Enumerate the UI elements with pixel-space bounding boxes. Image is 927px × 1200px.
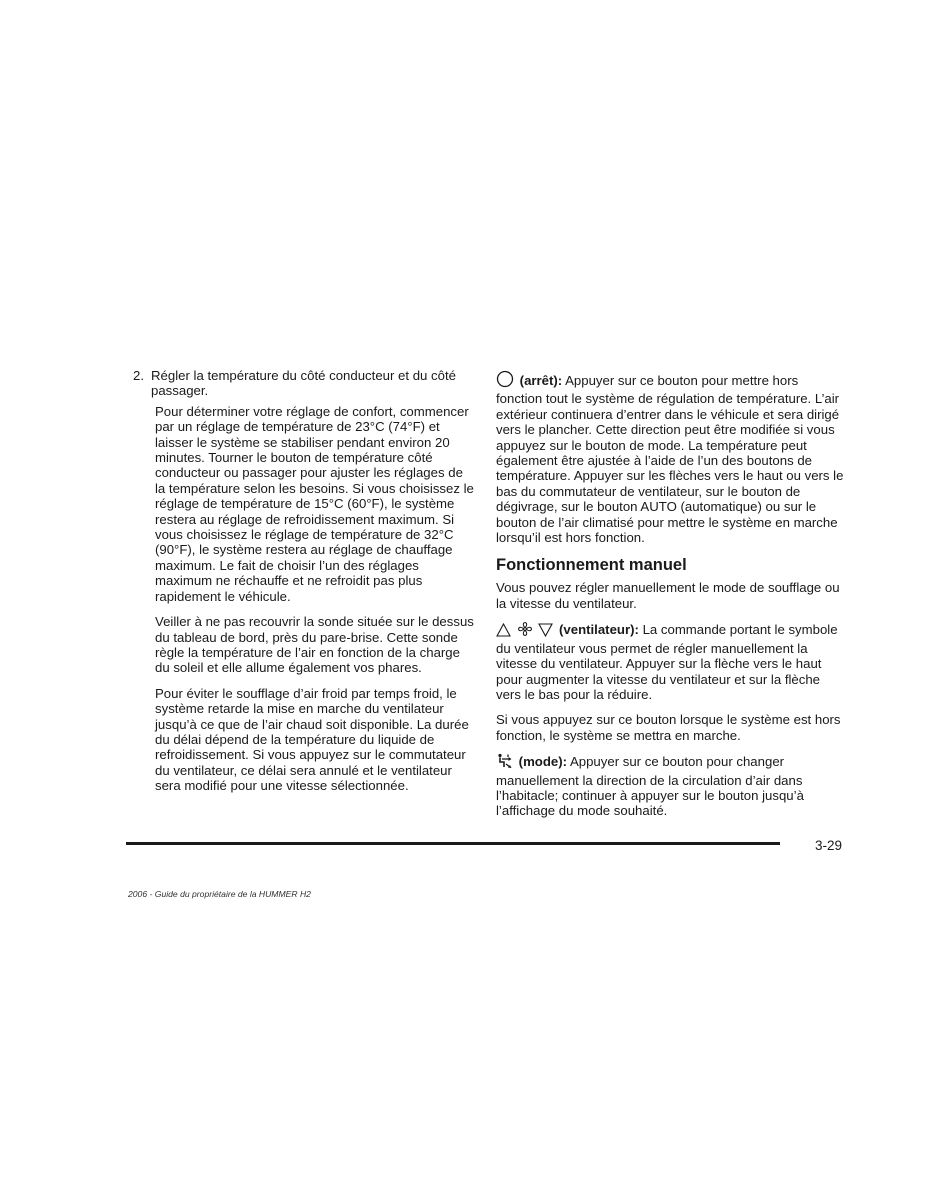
fan-label: (ventilateur): [559, 622, 639, 638]
fan-text: La commande portant le symbole du ventilateur vous permet de régler manuellement la vitesse du ventilateur. Appuyer sur la flèche vers le haut pour augmenter la vitesse du ventilateur et sur la flèche vers le bas pour la réduire. [496, 622, 838, 702]
off-label: (arrêt): [519, 373, 563, 388]
fan-paragraph [496, 621, 846, 702]
cold-air-delay-paragraph: Pour éviter le soufflage d’air froid par temps froid, le système retarde la mise en marche du ventilateur jusqu’à ce que de l’air chaud soit disponible. La durée du délai dépend de la température du liquide de refroidissement. Si vous appuyez sur le commutateur du ventilateur, ce délai sera annulé et le ventilateur sera modifié pour une vitesse sélectionnée. [155, 685, 469, 794]
manual-intro-paragraph: Vous pouvez régler manuellement le mode de soufflage ou la vitesse du ventilateur. [496, 580, 840, 611]
off-button-paragraph [496, 370, 846, 545]
section-heading: Fonctionnement manuel [496, 556, 687, 575]
mode-paragraph [496, 753, 846, 819]
fan-icon [517, 621, 533, 640]
page-number: 3-29 [815, 838, 843, 853]
left-column [133, 368, 475, 794]
fan-up-triangle-icon [496, 623, 511, 640]
mode-airflow-icon [496, 753, 513, 772]
fan-note-paragraph: Si vous appuyez sur ce bouton lorsque le système est hors fonction, le système se mettra en marche. [496, 712, 841, 743]
off-text: Appuyer sur ce bouton pour mettre hors fonction tout le système de régulation de température. L’air extérieur continuera d’entrer dans le véhicule et sera dirigé vers le plancher. Cette direction peut être modifiée si vous appuyez sur le bouton de mode. La température peut également être ajustée à l’aide de l’un des boutons de température. Appuyer sur les flèches vers le haut ou vers le bas du commutateur de ventilateur, sur le bouton de dégivrage, sur le bouton AUTO (automatique) ou sur le bouton de l’air climatisé pour mettre le système en marche lorsqu’il est hors fonction. [496, 373, 844, 546]
sensor-paragraph: Veiller à ne pas recouvrir la sonde située sur le dessus du tableau de bord, près du pare-brise. Cette sonde règle la température de l’air en fonction de la charge du soleil et elle allume également vos phares. [155, 614, 474, 676]
step-number: 2. [133, 368, 144, 383]
page-rule [126, 842, 780, 845]
footer-text: 2006 - Guide du propriétaire de la HUMMER H2 [128, 889, 311, 899]
step-2 [133, 368, 475, 399]
mode-label: (mode): [518, 754, 568, 770]
right-column [496, 370, 846, 829]
step-text: Régler la température du côté conducteur et du côté passager. [151, 368, 456, 399]
fan-down-triangle-icon [538, 623, 553, 640]
off-circle-icon [496, 370, 514, 391]
comfort-setting-paragraph: Pour déterminer votre réglage de confort, commencer par un réglage de température de 23°C (74°F) et laisser le système se stabiliser pendant environ 20 minutes. Tourner le bouton de température côté conducteur ou passager pour ajuster les réglages de la température selon les besoins. Si vous choisissez le réglage de température de 15°C (60°F), le système restera au réglage de refroidissement maximum. Si vous choisissez le réglage de température de 32°C (90°F), le système restera au réglage de chauffage maximum. Le fait de choisir l’un des réglages maximum ne réchauffe et ne refroidit pas plus rapidement le véhicule. [155, 403, 474, 604]
mode-text: Appuyer sur ce bouton pour changer manuellement la direction de la circulation d’air dans l’habitacle; continuer à appuyer sur le bouton jusqu’à l’affichage du mode souhaité. [496, 754, 804, 819]
